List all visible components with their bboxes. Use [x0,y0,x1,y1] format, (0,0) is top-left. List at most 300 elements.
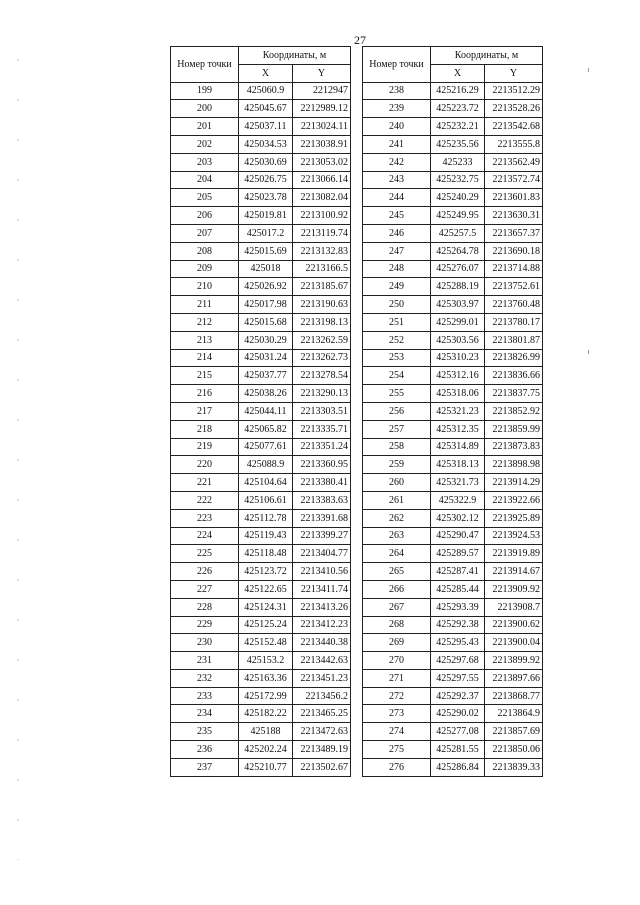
y-cell: 2213922.66 [485,491,543,509]
x-cell: 425030.69 [239,153,293,171]
point-number-cell: 255 [363,385,431,403]
x-cell: 425303.97 [431,296,485,314]
x-cell: 425276.07 [431,260,485,278]
x-cell: 425125.24 [239,616,293,634]
y-cell: 2213262.73 [293,349,351,367]
y-cell: 2213837.75 [485,385,543,403]
header-coordinates: Координаты, м [239,47,351,65]
table-row [171,349,351,367]
point-number-cell: 242 [363,153,431,171]
y-cell: 2213864.9 [485,705,543,723]
table-row [363,242,543,260]
table-row [171,278,351,296]
x-cell: 425104.64 [239,474,293,492]
x-cell: 425031.24 [239,349,293,367]
point-number-cell: 273 [363,705,431,723]
x-cell: 425232.75 [431,171,485,189]
table-row [171,616,351,634]
x-cell: 425232.21 [431,118,485,136]
y-cell: 2213335.71 [293,420,351,438]
table-row [363,82,543,100]
table-row [363,367,543,385]
x-cell: 425288.19 [431,278,485,296]
table-row [363,456,543,474]
x-cell: 425210.77 [239,758,293,776]
point-number-cell: 271 [363,669,431,687]
table-row [171,723,351,741]
y-cell: 2213440.38 [293,634,351,652]
y-cell: 2212947 [293,82,351,100]
point-number-cell: 204 [171,171,239,189]
point-number-cell: 245 [363,207,431,225]
y-cell: 2213914.67 [485,563,543,581]
x-cell: 425017.2 [239,224,293,242]
table-row [363,580,543,598]
table-row [171,634,351,652]
y-cell: 2213351.24 [293,438,351,456]
point-number-cell: 251 [363,313,431,331]
point-number-cell: 238 [363,82,431,100]
table-row [363,278,543,296]
table-row [171,171,351,189]
point-number-cell: 235 [171,723,239,741]
y-cell: 2213908.7 [485,598,543,616]
point-number-cell: 233 [171,687,239,705]
x-cell: 425285.44 [431,580,485,598]
table-row [171,545,351,563]
y-cell: 2213555.8 [485,135,543,153]
x-cell: 425152.48 [239,634,293,652]
table-row [363,313,543,331]
y-cell: 2213780.17 [485,313,543,331]
point-number-cell: 237 [171,758,239,776]
point-number-cell: 272 [363,687,431,705]
x-cell: 425314.89 [431,438,485,456]
table-row [171,598,351,616]
y-cell: 2213924.53 [485,527,543,545]
x-cell: 425017.98 [239,296,293,314]
point-number-cell: 209 [171,260,239,278]
x-cell: 425060.9 [239,82,293,100]
point-number-cell: 259 [363,456,431,474]
header-x: X [239,64,293,82]
y-cell: 2213024.11 [293,118,351,136]
y-cell: 2213850.06 [485,741,543,759]
point-number-cell: 205 [171,189,239,207]
y-cell: 2213826.99 [485,349,543,367]
point-number-cell: 217 [171,402,239,420]
point-number-cell: 252 [363,331,431,349]
y-cell: 2213857.69 [485,723,543,741]
point-number-cell: 229 [171,616,239,634]
x-cell: 425321.23 [431,402,485,420]
table-row [363,153,543,171]
table-row [363,189,543,207]
x-cell: 425037.77 [239,367,293,385]
x-cell: 425123.72 [239,563,293,581]
point-number-cell: 200 [171,100,239,118]
point-number-cell: 210 [171,278,239,296]
x-cell: 425034.53 [239,135,293,153]
table-row [363,598,543,616]
table-row [171,260,351,278]
table-row [363,687,543,705]
y-cell: 2213489.19 [293,741,351,759]
point-number-cell: 227 [171,580,239,598]
y-cell: 2212989.12 [293,100,351,118]
x-cell: 425233 [431,153,485,171]
y-cell: 2213278.54 [293,367,351,385]
x-cell: 425172.99 [239,687,293,705]
y-cell: 2213601.83 [485,189,543,207]
y-cell: 2213198.13 [293,313,351,331]
x-cell: 425286.84 [431,758,485,776]
y-cell: 2213100.92 [293,207,351,225]
point-number-cell: 253 [363,349,431,367]
scan-mark [587,350,591,354]
y-cell: 2213919.89 [485,545,543,563]
table-row [363,563,543,581]
x-cell: 425045.67 [239,100,293,118]
point-number-cell: 225 [171,545,239,563]
point-number-cell: 257 [363,420,431,438]
x-cell: 425119.43 [239,527,293,545]
table-row [363,118,543,136]
x-cell: 425019.81 [239,207,293,225]
x-cell: 425124.31 [239,598,293,616]
point-number-cell: 254 [363,367,431,385]
x-cell: 425297.55 [431,669,485,687]
x-cell: 425065.82 [239,420,293,438]
table-row [363,616,543,634]
point-number-cell: 247 [363,242,431,260]
table-row [363,509,543,527]
x-cell: 425018 [239,260,293,278]
x-cell: 425223.72 [431,100,485,118]
y-cell: 2213082.04 [293,189,351,207]
coordinates-table-right [362,46,543,777]
table-row [363,652,543,670]
x-cell: 425302.12 [431,509,485,527]
y-cell: 2213380.41 [293,474,351,492]
x-cell: 425163.36 [239,669,293,687]
point-number-cell: 240 [363,118,431,136]
y-cell: 2213404.77 [293,545,351,563]
y-cell: 2213119.74 [293,224,351,242]
point-number-cell: 266 [363,580,431,598]
table-row [363,420,543,438]
x-cell: 425023.78 [239,189,293,207]
y-cell: 2213502.67 [293,758,351,776]
point-number-cell: 264 [363,545,431,563]
x-cell: 425287.41 [431,563,485,581]
y-cell: 2213836.66 [485,367,543,385]
point-number-cell: 263 [363,527,431,545]
point-number-cell: 268 [363,616,431,634]
table-row [171,509,351,527]
point-number-cell: 226 [171,563,239,581]
point-number-cell: 211 [171,296,239,314]
x-cell: 425303.56 [431,331,485,349]
scan-margin-dots [14,40,22,860]
x-cell: 425310.23 [431,349,485,367]
x-cell: 425264.78 [431,242,485,260]
y-cell: 2213868.77 [485,687,543,705]
x-cell: 425290.02 [431,705,485,723]
x-cell: 425297.68 [431,652,485,670]
point-number-cell: 241 [363,135,431,153]
point-number-cell: 244 [363,189,431,207]
table-row [171,705,351,723]
y-cell: 2213572.74 [485,171,543,189]
point-number-cell: 203 [171,153,239,171]
table-row [171,580,351,598]
table-row [171,438,351,456]
x-cell: 425118.48 [239,545,293,563]
table-row [363,224,543,242]
point-number-cell: 215 [171,367,239,385]
y-cell: 2213801.87 [485,331,543,349]
point-number-cell: 201 [171,118,239,136]
point-number-cell: 274 [363,723,431,741]
y-cell: 2213391.68 [293,509,351,527]
point-number-cell: 232 [171,669,239,687]
table-row [363,474,543,492]
y-cell: 2213690.18 [485,242,543,260]
table-row [171,242,351,260]
point-number-cell: 236 [171,741,239,759]
y-cell: 2213897.66 [485,669,543,687]
point-number-cell: 243 [363,171,431,189]
table-row [171,741,351,759]
y-cell: 2213873.83 [485,438,543,456]
x-cell: 425216.29 [431,82,485,100]
y-cell: 2213900.62 [485,616,543,634]
y-cell: 2213166.5 [293,260,351,278]
x-cell: 425299.01 [431,313,485,331]
x-cell: 425188 [239,723,293,741]
point-number-cell: 239 [363,100,431,118]
x-cell: 425037.11 [239,118,293,136]
y-cell: 2213839.33 [485,758,543,776]
point-number-cell: 222 [171,491,239,509]
y-cell: 2213456.2 [293,687,351,705]
y-cell: 2213383.63 [293,491,351,509]
y-cell: 2213451.23 [293,669,351,687]
table-row [363,705,543,723]
y-cell: 2213399.27 [293,527,351,545]
point-number-cell: 246 [363,224,431,242]
y-cell: 2213925.89 [485,509,543,527]
table-row [363,402,543,420]
point-number-cell: 219 [171,438,239,456]
table-row [171,456,351,474]
point-number-cell: 214 [171,349,239,367]
table-row [171,367,351,385]
x-cell: 425249.95 [431,207,485,225]
x-cell: 425318.13 [431,456,485,474]
y-cell: 2213038.91 [293,135,351,153]
point-number-cell: 261 [363,491,431,509]
x-cell: 425289.57 [431,545,485,563]
point-number-cell: 258 [363,438,431,456]
point-number-cell: 212 [171,313,239,331]
table-row [171,474,351,492]
x-cell: 425038.26 [239,385,293,403]
table-row [171,563,351,581]
point-number-cell: 223 [171,509,239,527]
x-cell: 425182.22 [239,705,293,723]
table-row [363,385,543,403]
x-cell: 425293.39 [431,598,485,616]
table-row [171,135,351,153]
point-number-cell: 230 [171,634,239,652]
point-number-cell: 275 [363,741,431,759]
x-cell: 425312.35 [431,420,485,438]
point-number-cell: 250 [363,296,431,314]
table-row [171,100,351,118]
x-cell: 425257.5 [431,224,485,242]
y-cell: 2213760.48 [485,296,543,314]
point-number-cell: 260 [363,474,431,492]
header-coordinates: Координаты, м [431,47,543,65]
point-number-cell: 270 [363,652,431,670]
table-row [171,331,351,349]
table-row [171,402,351,420]
table-row [363,527,543,545]
header-point-number: Номер точки [171,47,239,83]
x-cell: 425088.9 [239,456,293,474]
y-cell: 2213412.23 [293,616,351,634]
table-row [363,331,543,349]
table-row [363,723,543,741]
y-cell: 2213262.59 [293,331,351,349]
point-number-cell: 206 [171,207,239,225]
y-cell: 2213411.74 [293,580,351,598]
table-row [363,545,543,563]
y-cell: 2213714.88 [485,260,543,278]
y-cell: 2213657.37 [485,224,543,242]
point-number-cell: 262 [363,509,431,527]
y-cell: 2213630.31 [485,207,543,225]
header-y: Y [293,64,351,82]
x-cell: 425122.65 [239,580,293,598]
point-number-cell: 228 [171,598,239,616]
table-row [171,491,351,509]
point-number-cell: 249 [363,278,431,296]
y-cell: 2213898.98 [485,456,543,474]
y-cell: 2213053.02 [293,153,351,171]
y-cell: 2213752.61 [485,278,543,296]
y-cell: 2213190.63 [293,296,351,314]
y-cell: 2213303.51 [293,402,351,420]
table-row [363,634,543,652]
point-number-cell: 202 [171,135,239,153]
x-cell: 425281.55 [431,741,485,759]
table-row [171,527,351,545]
x-cell: 425322.9 [431,491,485,509]
point-number-cell: 220 [171,456,239,474]
x-cell: 425235.56 [431,135,485,153]
x-cell: 425277.08 [431,723,485,741]
y-cell: 2213914.29 [485,474,543,492]
table-row [171,224,351,242]
point-number-cell: 256 [363,402,431,420]
table-row [363,296,543,314]
x-cell: 425312.16 [431,367,485,385]
y-cell: 2213542.68 [485,118,543,136]
y-cell: 2213528.26 [485,100,543,118]
table-row [363,669,543,687]
y-cell: 2213900.04 [485,634,543,652]
point-number-cell: 248 [363,260,431,278]
point-number-cell: 216 [171,385,239,403]
point-number-cell: 269 [363,634,431,652]
table-row [171,420,351,438]
y-cell: 2213562.49 [485,153,543,171]
table-row [363,171,543,189]
x-cell: 425026.75 [239,171,293,189]
x-cell: 425106.61 [239,491,293,509]
table-row [171,207,351,225]
x-cell: 425015.68 [239,313,293,331]
table-row [363,758,543,776]
x-cell: 425030.29 [239,331,293,349]
header-x: X [431,64,485,82]
table-row [171,385,351,403]
table-row [363,491,543,509]
x-cell: 425318.06 [431,385,485,403]
x-cell: 425202.24 [239,741,293,759]
point-number-cell: 208 [171,242,239,260]
y-cell: 2213066.14 [293,171,351,189]
table-row [171,296,351,314]
x-cell: 425292.37 [431,687,485,705]
x-cell: 425026.92 [239,278,293,296]
x-cell: 425044.11 [239,402,293,420]
table-row [363,741,543,759]
table-row [171,669,351,687]
table-row [363,207,543,225]
header-y: Y [485,64,543,82]
header-point-number: Номер точки [363,47,431,83]
point-number-cell: 207 [171,224,239,242]
y-cell: 2213465.25 [293,705,351,723]
table-row [363,438,543,456]
x-cell: 425112.78 [239,509,293,527]
table-row [171,82,351,100]
point-number-cell: 231 [171,652,239,670]
y-cell: 2213472.63 [293,723,351,741]
y-cell: 2213909.92 [485,580,543,598]
table-row [363,349,543,367]
x-cell: 425077.61 [239,438,293,456]
x-cell: 425015.69 [239,242,293,260]
y-cell: 2213185.67 [293,278,351,296]
table-row [363,260,543,278]
point-number-cell: 218 [171,420,239,438]
point-number-cell: 224 [171,527,239,545]
y-cell: 2213512.29 [485,82,543,100]
point-number-cell: 199 [171,82,239,100]
point-number-cell: 234 [171,705,239,723]
page-number: 27 [354,33,366,47]
x-cell: 425321.73 [431,474,485,492]
y-cell: 2213413.26 [293,598,351,616]
y-cell: 2213132.83 [293,242,351,260]
coordinates-table-left [170,46,351,777]
point-number-cell: 265 [363,563,431,581]
